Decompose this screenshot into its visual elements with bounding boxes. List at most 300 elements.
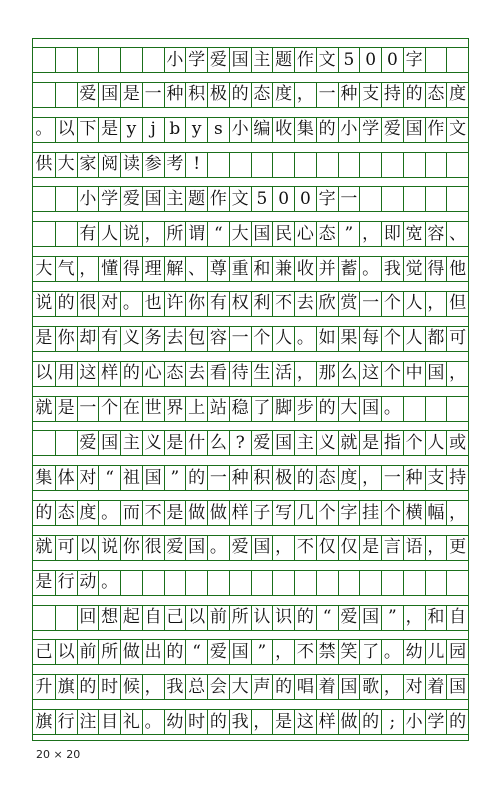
grid-cell: 个: [381, 292, 403, 316]
grid-cell: 上: [185, 397, 207, 421]
grid-cell: 爱: [207, 640, 229, 664]
grid-cell: 是: [55, 397, 77, 421]
grid-cell: [33, 187, 55, 211]
grid-cell: 目: [98, 710, 120, 734]
grid-cell: 脚: [272, 397, 294, 421]
grid-cell: 文: [316, 48, 338, 72]
grid-cell: 爱: [120, 187, 142, 211]
grid-cell: 态: [55, 501, 77, 525]
grid-cell: 用: [55, 362, 77, 386]
grid-cell: [446, 571, 468, 595]
grid-cell: [338, 153, 360, 177]
grid-row: [33, 361, 468, 387]
grid-cell: 歌: [359, 675, 381, 699]
grid-cell: 以: [77, 536, 99, 560]
grid-cell: 前: [207, 606, 229, 630]
grid-cell: 对: [77, 466, 99, 490]
grid-cell: 国: [229, 640, 251, 664]
grid-cell: 我: [164, 675, 186, 699]
grid-cell: 编: [251, 118, 273, 142]
grid-cell: ，: [425, 292, 447, 316]
grid-cell: ;: [381, 710, 403, 734]
grid-cell: ，: [272, 536, 294, 560]
grid-cell: 在: [120, 397, 142, 421]
grid-cell: 去: [185, 362, 207, 386]
grid-cell: [381, 571, 403, 595]
grid-cell: [33, 606, 55, 630]
grid-row: [33, 570, 468, 596]
grid-cell: 主: [251, 48, 273, 72]
grid-cell: [446, 153, 468, 177]
grid-cell: 行: [55, 710, 77, 734]
grid-cell: 5: [251, 187, 273, 211]
grid-cell: [272, 571, 294, 595]
grid-cell: 待: [229, 362, 251, 386]
grid-cell: ”: [164, 466, 186, 490]
grid-cell: 的: [207, 710, 229, 734]
grid-cell: ，: [142, 675, 164, 699]
grid-cell: 的: [316, 397, 338, 421]
grid-cell: 看: [207, 362, 229, 386]
grid-cell: 度: [272, 83, 294, 107]
grid-cell: 考: [164, 153, 186, 177]
grid-cell: [251, 571, 273, 595]
grid-cell: ，: [425, 536, 447, 560]
grid-cell: 指: [381, 431, 403, 455]
grid-cell: 幼: [403, 640, 425, 664]
grid-cell: 挂: [359, 501, 381, 525]
grid-cell: 和: [425, 606, 447, 630]
grid-cell: 种: [403, 466, 425, 490]
grid-cell: [33, 83, 55, 107]
grid-cell: 回: [77, 606, 99, 630]
grid-cell: 宽: [403, 222, 425, 246]
grid-cell: 是: [98, 118, 120, 142]
grid-cell: 自: [142, 606, 164, 630]
grid-cell: [403, 187, 425, 211]
grid-cell: 己: [164, 606, 186, 630]
grid-cell: 做: [207, 501, 229, 525]
grid-cell: y: [185, 118, 207, 142]
grid-cell: 5: [338, 48, 360, 72]
grid-cell: 阅: [98, 153, 120, 177]
grid-cell: 前: [77, 640, 99, 664]
grid-cell: 度: [77, 501, 99, 525]
grid-cell: 的: [164, 640, 186, 664]
grid-cell: 一: [381, 466, 403, 490]
grid-cell: 。: [120, 292, 142, 316]
grid-cell: 但: [446, 292, 468, 316]
grid-cell: 有: [98, 327, 120, 351]
grid-cell: 声: [251, 675, 273, 699]
grid-cell: 样: [316, 710, 338, 734]
grid-cell: 学: [425, 710, 447, 734]
grid-cell: 主: [164, 187, 186, 211]
grid-cell: 起: [120, 606, 142, 630]
grid-cell: 字: [338, 501, 360, 525]
grid-cell: 这: [294, 710, 316, 734]
grid-cell: 的: [272, 675, 294, 699]
grid-row: [33, 709, 468, 735]
grid-cell: 就: [35, 398, 53, 418]
grid-cell: 注: [77, 710, 99, 734]
grid-cell: 一: [142, 83, 164, 107]
grid-cell: 爱: [338, 606, 360, 630]
grid-cell: 幼: [164, 710, 186, 734]
grid-cell: [316, 571, 338, 595]
grid-cell: 国: [98, 431, 120, 455]
grid-cell: 主: [120, 431, 142, 455]
grid-cell: 一: [338, 187, 360, 211]
grid-cell: ，: [77, 257, 99, 281]
grid-cell: 子: [251, 501, 273, 525]
grid-cell: 小: [403, 710, 425, 734]
grid-cell: s: [207, 118, 229, 142]
grid-cell: 爱: [77, 83, 99, 107]
grid-cell: [229, 571, 251, 595]
grid-cell: 有: [77, 222, 99, 246]
grid-cell: 、: [446, 222, 468, 246]
grid-cell: 觉: [403, 257, 425, 281]
grid-cell: 种: [164, 83, 186, 107]
grid-cell: 想: [98, 606, 120, 630]
grid-cell: 个: [403, 431, 425, 455]
grid-cell: 国: [359, 606, 381, 630]
grid-cell: 祖: [120, 466, 142, 490]
grid-cell: 人: [403, 327, 425, 351]
grid-cell: 国: [229, 48, 251, 72]
grid-cell: 的: [316, 118, 338, 142]
grid-cell: [55, 222, 77, 246]
grid-cell: 所: [164, 222, 186, 246]
grid-cell: 兼: [272, 257, 294, 281]
grid-cell: 的: [359, 710, 381, 734]
grid-cell: 体: [55, 466, 77, 490]
grid-cell: 儿: [425, 640, 447, 664]
grid-cell: b: [164, 118, 186, 142]
grid-cell: “: [185, 640, 207, 664]
grid-cell: 了: [251, 397, 273, 421]
grid-cell: 爱: [229, 536, 251, 560]
grid-cell: [425, 187, 447, 211]
grid-cell: 自: [446, 606, 468, 630]
grid-cell: 个: [251, 327, 273, 351]
grid-cell: 稳: [229, 397, 251, 421]
grid-cell: 是: [272, 710, 294, 734]
grid-cell: 国: [272, 431, 294, 455]
grid-cell: 一: [316, 83, 338, 107]
grid-cell: 欣: [316, 292, 338, 316]
grid-cell: 务: [142, 327, 164, 351]
grid-cell: 即: [381, 222, 403, 246]
grid-cell: 0: [381, 48, 403, 72]
grid-cell: 这: [359, 362, 381, 386]
grid-cell: 的: [294, 466, 316, 490]
grid-cell: 包: [185, 327, 207, 351]
grid-cell: y: [120, 118, 142, 142]
grid-cell: 国: [98, 83, 120, 107]
grid-cell: 语: [403, 536, 425, 560]
grid-cell: [55, 48, 77, 72]
grid-size-label: 20 × 20: [36, 748, 81, 761]
grid-cell: 懂: [98, 257, 120, 281]
grid-cell: 持: [381, 83, 403, 107]
grid-cell: 不: [142, 501, 164, 525]
grid-cell: 家: [77, 153, 99, 177]
grid-cell: 。: [207, 536, 229, 560]
grid-cell: 样: [229, 501, 251, 525]
grid-cell: 做: [338, 710, 360, 734]
grid-cell: [55, 606, 77, 630]
grid-cell: 大: [55, 153, 77, 177]
grid-cell: 。: [381, 397, 403, 421]
grid-cell: 这: [77, 362, 99, 386]
grid-cell: 尊: [207, 257, 229, 281]
grid-cell: 是: [120, 83, 142, 107]
grid-cell: 唱: [294, 675, 316, 699]
grid-cell: 以: [185, 606, 207, 630]
grid-cell: 动: [77, 571, 99, 595]
grid-cell: 心: [142, 362, 164, 386]
grid-cell: 行: [55, 571, 77, 595]
grid-cell: 是: [164, 431, 186, 455]
grid-cell: [425, 48, 447, 72]
grid-cell: 候: [120, 675, 142, 699]
grid-cell: 小: [338, 118, 360, 142]
grid-cell: 理: [142, 257, 164, 281]
grid-cell: 态: [425, 83, 447, 107]
grid-cell: 小: [229, 118, 251, 142]
grid-cell: 个: [381, 501, 403, 525]
grid-cell: 题: [185, 187, 207, 211]
grid-cell: 生: [251, 362, 273, 386]
grid-cell: 态: [316, 466, 338, 490]
grid-cell: 却: [77, 327, 99, 351]
grid-cell: 个: [381, 327, 403, 351]
grid-cell: ”: [251, 640, 273, 664]
grid-cell: 你: [120, 536, 142, 560]
grid-cell: 就: [338, 431, 360, 455]
grid-cell: 园: [446, 640, 468, 664]
grid-cell: [55, 187, 77, 211]
grid-cell: [77, 48, 99, 72]
grid-cell: 大: [338, 397, 360, 421]
grid-cell: ，: [251, 710, 273, 734]
grid-cell: [120, 571, 142, 595]
grid-cell: 着: [425, 675, 447, 699]
grid-cell: 个: [98, 397, 120, 421]
grid-row: [33, 186, 468, 212]
grid-cell: 说: [120, 222, 142, 246]
grid-cell: 认: [251, 606, 273, 630]
grid-cell: j: [142, 118, 164, 142]
grid-cell: 几: [294, 501, 316, 525]
grid-cell: 活: [272, 362, 294, 386]
grid-cell: [164, 571, 186, 595]
grid-cell: [425, 571, 447, 595]
grid-cell: 样: [98, 362, 120, 386]
grid-cell: 极: [272, 466, 294, 490]
grid-cell: 的: [77, 675, 99, 699]
grid-cell: 人: [98, 222, 120, 246]
grid-cell: 说: [98, 536, 120, 560]
grid-cell: 积: [185, 83, 207, 107]
grid-cell: 做: [120, 640, 142, 664]
grid-cell: 步: [294, 397, 316, 421]
grid-cell: 作: [294, 48, 316, 72]
grid-cell: 就: [35, 537, 53, 558]
grid-cell: 的: [35, 502, 53, 523]
grid-cell: 主: [294, 431, 316, 455]
grid-cell: 义: [120, 327, 142, 351]
grid-cell: 有: [207, 292, 229, 316]
grid-cell: 站: [207, 397, 229, 421]
grid-cell: ，: [446, 501, 468, 525]
grid-cell: 幅: [425, 501, 447, 525]
grid-cell: [207, 571, 229, 595]
grid-cell: ，: [359, 222, 381, 246]
grid-cell: [403, 571, 425, 595]
grid-cell: 世: [142, 397, 164, 421]
grid-cell: [272, 153, 294, 177]
grid-cell: 收: [294, 257, 316, 281]
grid-cell: 的: [55, 292, 77, 316]
grid-cell: 而: [120, 501, 142, 525]
grid-cell: 去: [294, 292, 316, 316]
grid-cell: 容: [207, 327, 229, 351]
grid-cell: 。: [98, 571, 120, 595]
grid-row: [33, 256, 468, 282]
grid-cell: 国: [425, 362, 447, 386]
grid-cell: [359, 153, 381, 177]
grid-cell: 升: [35, 676, 53, 697]
grid-cell: [251, 153, 273, 177]
grid-cell: 利: [251, 292, 273, 316]
grid-cell: [446, 397, 468, 421]
grid-cell: 国: [142, 466, 164, 490]
grid-cell: [33, 222, 55, 246]
grid-cell: 所: [229, 606, 251, 630]
grid-cell: ?: [229, 431, 251, 455]
grid-row: [33, 500, 468, 526]
grid-cell: 的: [185, 466, 207, 490]
grid-cell: ，: [294, 83, 316, 107]
grid-cell: 义: [142, 431, 164, 455]
grid-cell: 种: [229, 466, 251, 490]
grid-cell: [381, 187, 403, 211]
grid-cell: 么: [207, 431, 229, 455]
grid-cell: 么: [338, 362, 360, 386]
grid-cell: 中: [403, 362, 425, 386]
grid-cell: 学: [98, 187, 120, 211]
grid-cell: ，: [403, 606, 425, 630]
grid-cell: [185, 571, 207, 595]
grid-cell: 爱: [207, 48, 229, 72]
grid-cell: 是: [35, 328, 53, 349]
grid-cell: 我: [229, 710, 251, 734]
grid-cell: 己: [35, 641, 53, 662]
grid-cell: [316, 153, 338, 177]
grid-cell: 度: [446, 83, 468, 107]
grid-cell: 仅: [316, 536, 338, 560]
grid-cell: 一: [77, 397, 99, 421]
grid-cell: [425, 397, 447, 421]
grid-cell: 做: [185, 501, 207, 525]
grid-cell: ，: [446, 362, 468, 386]
essay-grid: [32, 38, 469, 741]
grid-cell: 着: [316, 675, 338, 699]
grid-cell: 态: [164, 362, 186, 386]
grid-cell: 对: [403, 675, 425, 699]
grid-cell: 一: [359, 292, 381, 316]
grid-cell: 他: [446, 257, 468, 281]
grid-row: [33, 117, 468, 143]
grid-cell: 是: [164, 501, 186, 525]
grid-cell: 和: [251, 257, 273, 281]
grid-row: [33, 291, 468, 317]
grid-cell: 学: [359, 118, 381, 142]
grid-cell: 国: [446, 675, 468, 699]
grid-cell: 如: [316, 327, 338, 351]
grid-cell: 蓄: [338, 257, 360, 281]
grid-cell: 字: [316, 187, 338, 211]
grid-cell: 。: [35, 119, 53, 140]
grid-cell: 什: [185, 431, 207, 455]
grid-cell: 并: [316, 257, 338, 281]
grid-cell: 文: [446, 118, 468, 142]
grid-cell: 态: [316, 222, 338, 246]
grid-cell: 大: [229, 222, 251, 246]
grid-cell: 旗: [35, 711, 53, 732]
grid-row: [33, 465, 468, 491]
grid-cell: 以: [35, 363, 53, 384]
grid-cell: 仅: [338, 536, 360, 560]
grid-cell: 所: [98, 640, 120, 664]
grid-cell: ，: [381, 675, 403, 699]
grid-cell: 爱: [77, 431, 99, 455]
grid-cell: 国: [142, 187, 164, 211]
grid-cell: 国: [338, 675, 360, 699]
grid-row: [33, 639, 468, 665]
grid-cell: 一: [207, 466, 229, 490]
grid-cell: 作: [207, 187, 229, 211]
grid-cell: [142, 571, 164, 595]
grid-cell: 心: [294, 222, 316, 246]
grid-cell: [446, 48, 468, 72]
grid-cell: 言: [381, 536, 403, 560]
grid-cell: 字: [403, 48, 425, 72]
grid-cell: 时: [98, 675, 120, 699]
grid-cell: 爱: [251, 431, 273, 455]
grid-cell: 得: [425, 257, 447, 281]
grid-cell: 0: [359, 48, 381, 72]
grid-cell: 的: [120, 362, 142, 386]
grid-cell: 解: [164, 257, 186, 281]
grid-cell: 供: [35, 154, 53, 175]
grid-cell: 爱: [164, 536, 186, 560]
grid-cell: 态: [251, 83, 273, 107]
grid-cell: 的: [229, 83, 251, 107]
grid-cell: 我: [381, 257, 403, 281]
grid-cell: 、: [185, 257, 207, 281]
grid-cell: 。: [359, 257, 381, 281]
grid-cell: 气: [55, 257, 77, 281]
grid-cell: 总: [185, 675, 207, 699]
grid-cell: [55, 431, 77, 455]
grid-cell: 权: [229, 292, 251, 316]
grid-cell: 以: [55, 118, 77, 142]
grid-row: [33, 221, 468, 247]
